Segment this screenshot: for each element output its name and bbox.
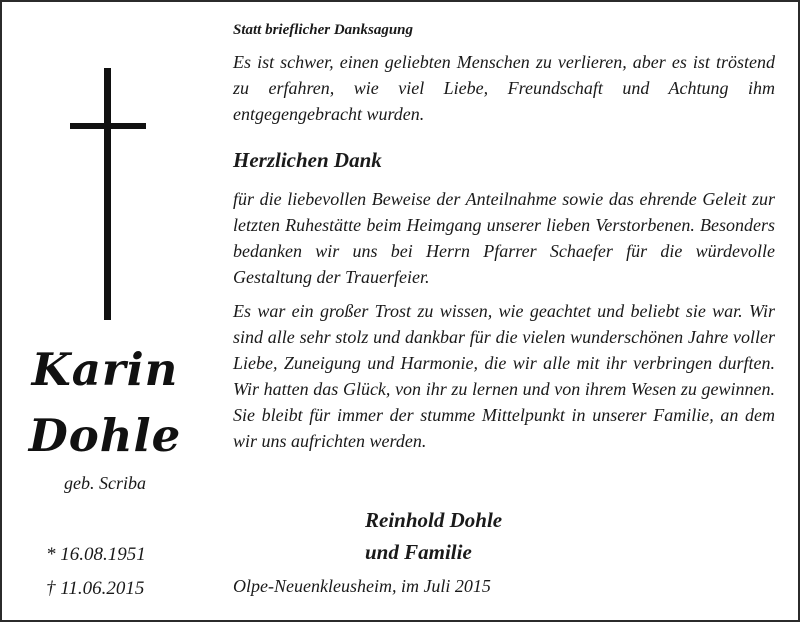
notice-heading: Statt brieflicher Danksagung	[233, 22, 414, 38]
death-date: † 11.06.2015	[46, 578, 145, 599]
deceased-first-name: Karin	[31, 343, 179, 396]
signer-family: und Familie	[365, 540, 472, 564]
cross-icon	[70, 68, 146, 320]
signer-name: Reinhold Dohle	[365, 508, 503, 532]
thanks-paragraph: für die liebevollen Beweise der Anteilnahme sowie das ehrende Geleit zur letzten Ruhestätte beim Heimgang unserer lieben Verstorbenen. Besonders bedanken wir uns bei Herrn Pfarrer Schaefer für die würdevolle Gestaltung der Trauerfeier.	[233, 189, 775, 287]
place-date: Olpe-Neuenkleusheim, im Juli 2015	[233, 576, 491, 596]
deceased-last-name: Dohle	[28, 409, 182, 462]
thanks-heading: Herzlichen Dank	[233, 148, 382, 172]
birth-date: * 16.08.1951	[46, 544, 146, 565]
closing-paragraph: Es war ein großer Trost zu wissen, wie geachtet und beliebt sie war. Wir sind alle sehr stolz und dankbar für die vielen wunderschönen Jahre voller Liebe, Zuneigung und Harmonie, die wir alle mit ihr verbringen durften. Wir hatten das Glück, von ihr zu lernen und von ihrem Wesen zu gewinnen. Sie bleibt für immer der stumme Mittelpunkt in unserer Familie, an dem wir uns aufrichten werden.	[233, 301, 775, 451]
maiden-name: geb. Scriba	[64, 473, 146, 493]
intro-paragraph: Es ist schwer, einen geliebten Menschen zu verlieren, aber es ist tröstend zu erfahren, wie viel Liebe, Freundschaft und Achtung ihm entgegengebracht wurden.	[233, 52, 775, 124]
